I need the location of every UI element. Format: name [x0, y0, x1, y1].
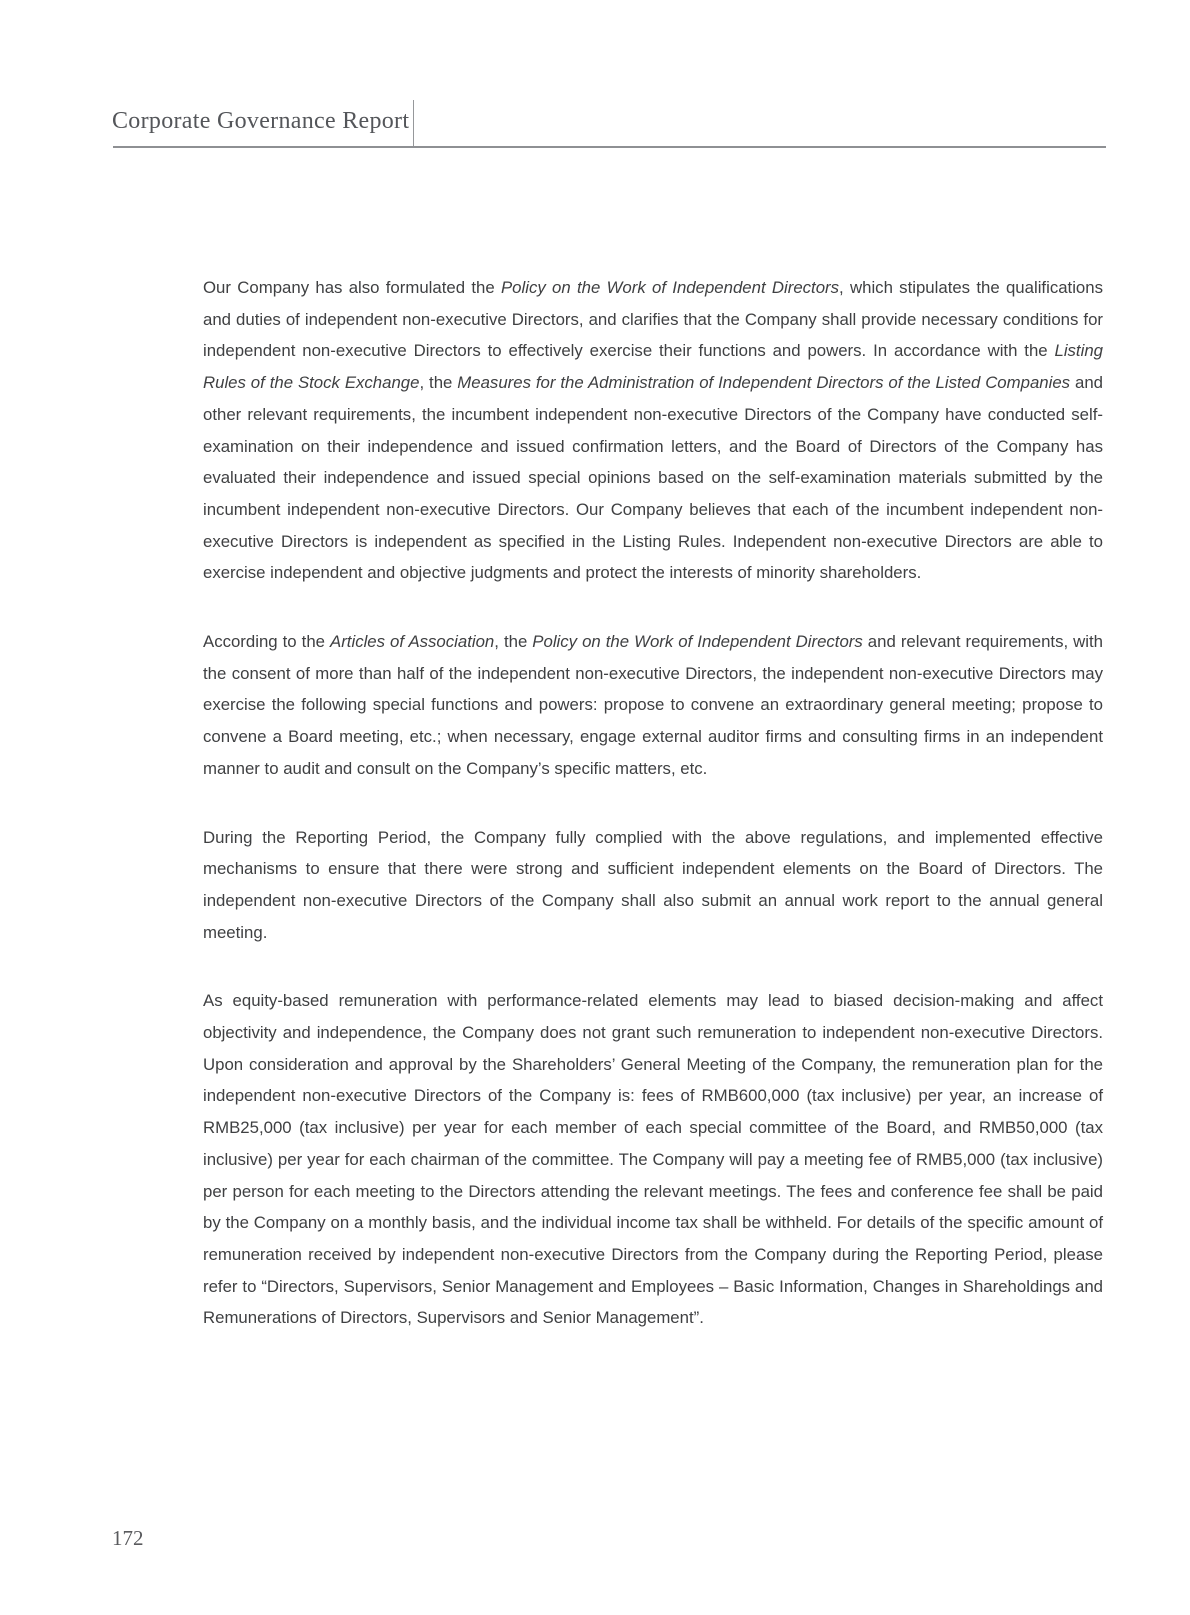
text-run: and relevant requirements, with the consent of more than half of the independent non-executive Directors, the independent non-executive Directors may exercise the following special functions and powers: propose to convene an extraordinary general meeting; propose to convene a Board meeting, etc.; when necessary, engage external auditor firms and consulting firms in an independent manner to audit and consult on the Company’s specific matters, etc. [203, 632, 1103, 778]
cited-document-title: Measures for the Administration of Independent Directors of the Listed Companies [457, 373, 1071, 393]
cited-document-title: Listing Rules of the Stock Exchange [203, 341, 1103, 393]
cited-document-title: Policy on the Work of Independent Directors [532, 632, 863, 652]
paragraph [203, 272, 1103, 589]
text-run: According to the [203, 632, 331, 652]
header-divider-horizontal [113, 146, 1106, 148]
cited-document-title: Policy on the Work of Independent Directors [500, 278, 840, 297]
body-text [203, 272, 1103, 1371]
text-run: and other relevant requirements, the incumbent independent non-executive Directors of the Company have conducted self-examination on their independence and issued confirmation letters, and the Board of Directors of the Company has evaluated their independence and issued special opinions based on the self-examination materials submitted by the incumbent independent non-executive Directors. Our Company believes that each of the incumbent independent non-executive Directors is independent as specified in the Listing Rules. Independent non-executive Directors are able to exercise independent and objective judgments and protect the interests of minority shareholders. [203, 373, 1103, 583]
text-run: , the [494, 632, 533, 652]
page-number: 172 [112, 1526, 144, 1550]
paragraph [203, 822, 1103, 949]
page-title: Corporate Governance Report [112, 108, 410, 134]
paragraph [203, 626, 1103, 785]
paragraph [203, 985, 1103, 1334]
text-run: Our Company has also formulated the [203, 278, 501, 297]
text-run: , which stipulates the qualifications and duties of independent non-executive Directors, and clarifies that the Company shall provide necessary conditions for independent non-executive Directors to effectively exercise their functions and powers. In accordance with the [203, 278, 1103, 361]
cited-document-title: Articles of Association [330, 632, 495, 652]
text-run: During the Reporting Period, the Company fully complied with the above regulations, and implemented effective mechanisms to ensure that there were strong and sufficient independent elements on the Board of Directors. The independent non-executive Directors of the Company shall also submit an annual work report to the annual general meeting. [203, 827, 1103, 942]
text-run: , the [419, 373, 458, 393]
header-divider-vertical [413, 100, 414, 147]
text-run: As equity-based remuneration with performance-related elements may lead to biased decision-making and affect objectivity and independence, the Company does not grant such remuneration to independent non-executive Directors. Upon consideration and approval by the Shareholders’ General Meeting of the Company, the remuneration plan for the independent non-executive Directors of the Company is: fees of RMB600,000 (tax inclusive) per year, an increase of RMB25,000 (tax inclusive) per year for each member of each special committee of the Board, and RMB50,000 (tax inclusive) per year for each chairman of the committee. The Company will pay a meeting fee of RMB5,000 (tax inclusive) per person for each meeting to the Directors attending the relevant meetings. The fees and conference fee shall be paid by the Company on a monthly basis, and the individual income tax shall be withheld. For details of the specific amount of remuneration received by independent non-executive Directors from the Company during the Reporting Period, please refer to “Directors, Supervisors, Senior Management and Employees – Basic Information, Changes in Shareholdings and Remunerations of Directors, Supervisors and Senior Management”. [203, 991, 1103, 1328]
